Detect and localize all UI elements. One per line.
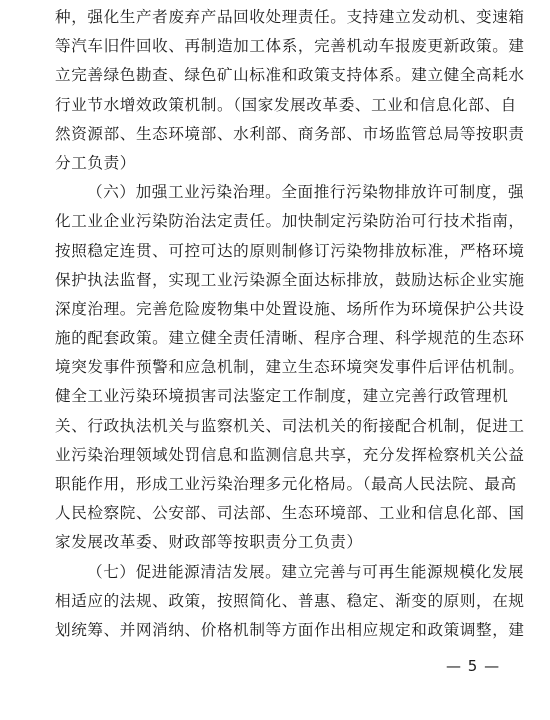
text-line: 家发展改革委、财政部等按职责分工负责） <box>55 533 363 552</box>
text-line: 行业节水增效政策机制。（国家发展改革委、工业和信息化部、自 <box>55 95 517 114</box>
section-heading-line: （六）加强工业污染治理。全面推行污染物排放许可制度，强 <box>87 183 525 202</box>
text-line: 种，强化生产者废弃产品回收处理责任。支持建立发动机、变速箱 <box>55 8 525 26</box>
paragraph-section-7 <box>55 558 525 646</box>
paragraph-continuation <box>55 3 525 178</box>
text-line: 分工负责） <box>55 153 136 172</box>
text-line: 业污染治理领域处罚信息和监测信息共享，充分发挥检察机关公益 <box>55 445 525 464</box>
document-page <box>55 3 525 645</box>
text-line: 职能作用，形成工业污染治理多元化格局。（最高人民法院、最高 <box>55 475 517 493</box>
text-line: 深度治理。完善危险废物集中处置设施、场所作为环境保护公共设 <box>55 299 525 318</box>
text-line: 然资源部、生态环境部、水利部、商务部、市场监管总局等按职责 <box>55 124 525 143</box>
text-line: 境突发事件预警和应急机制，建立生态环境突发事件后评估机制。 <box>55 358 525 377</box>
section-heading-line: （七）促进能源清洁发展。建立完善与可再生能源规模化发展 <box>87 562 525 581</box>
text-line: 化工业企业污染防治法定责任。加快制定污染防治可行技术指南， <box>55 212 525 231</box>
text-line: 立完善绿色勘查、绿色矿山标准和政策支持体系。建立健全高耗水 <box>55 66 525 85</box>
text-line: 划统筹、并网消纳、价格机制等方面作出相应规定和政策调整，建 <box>55 620 525 639</box>
text-line: 人民检察院、公安部、司法部、生态环境部、工业和信息化部、国 <box>55 504 525 523</box>
text-line: 施的配套政策。建立健全责任清晰、程序合理、科学规范的生态环 <box>55 329 525 348</box>
text-line: 关、行政执法机关与监察机关、司法机关的衔接配合机制，促进工 <box>55 416 525 435</box>
page-number: — 5 — <box>446 657 501 675</box>
text-line: 按照稳定连贯、可控可达的原则制修订污染物排放标准，严格环境 <box>55 241 525 260</box>
text-line: 保护执法监督，实现工业污染源全面达标排放，鼓励达标企业实施 <box>55 270 525 289</box>
text-line: 等汽车旧件回收、再制造加工体系，完善机动车报废更新政策。建 <box>55 37 525 56</box>
text-line: 相适应的法规、政策，按照简化、普惠、稳定、渐变的原则，在规 <box>55 591 525 610</box>
text-line: 健全工业污染环境损害司法鉴定工作制度，建立完善行政管理机 <box>55 387 509 406</box>
paragraph-section-6 <box>55 178 525 557</box>
